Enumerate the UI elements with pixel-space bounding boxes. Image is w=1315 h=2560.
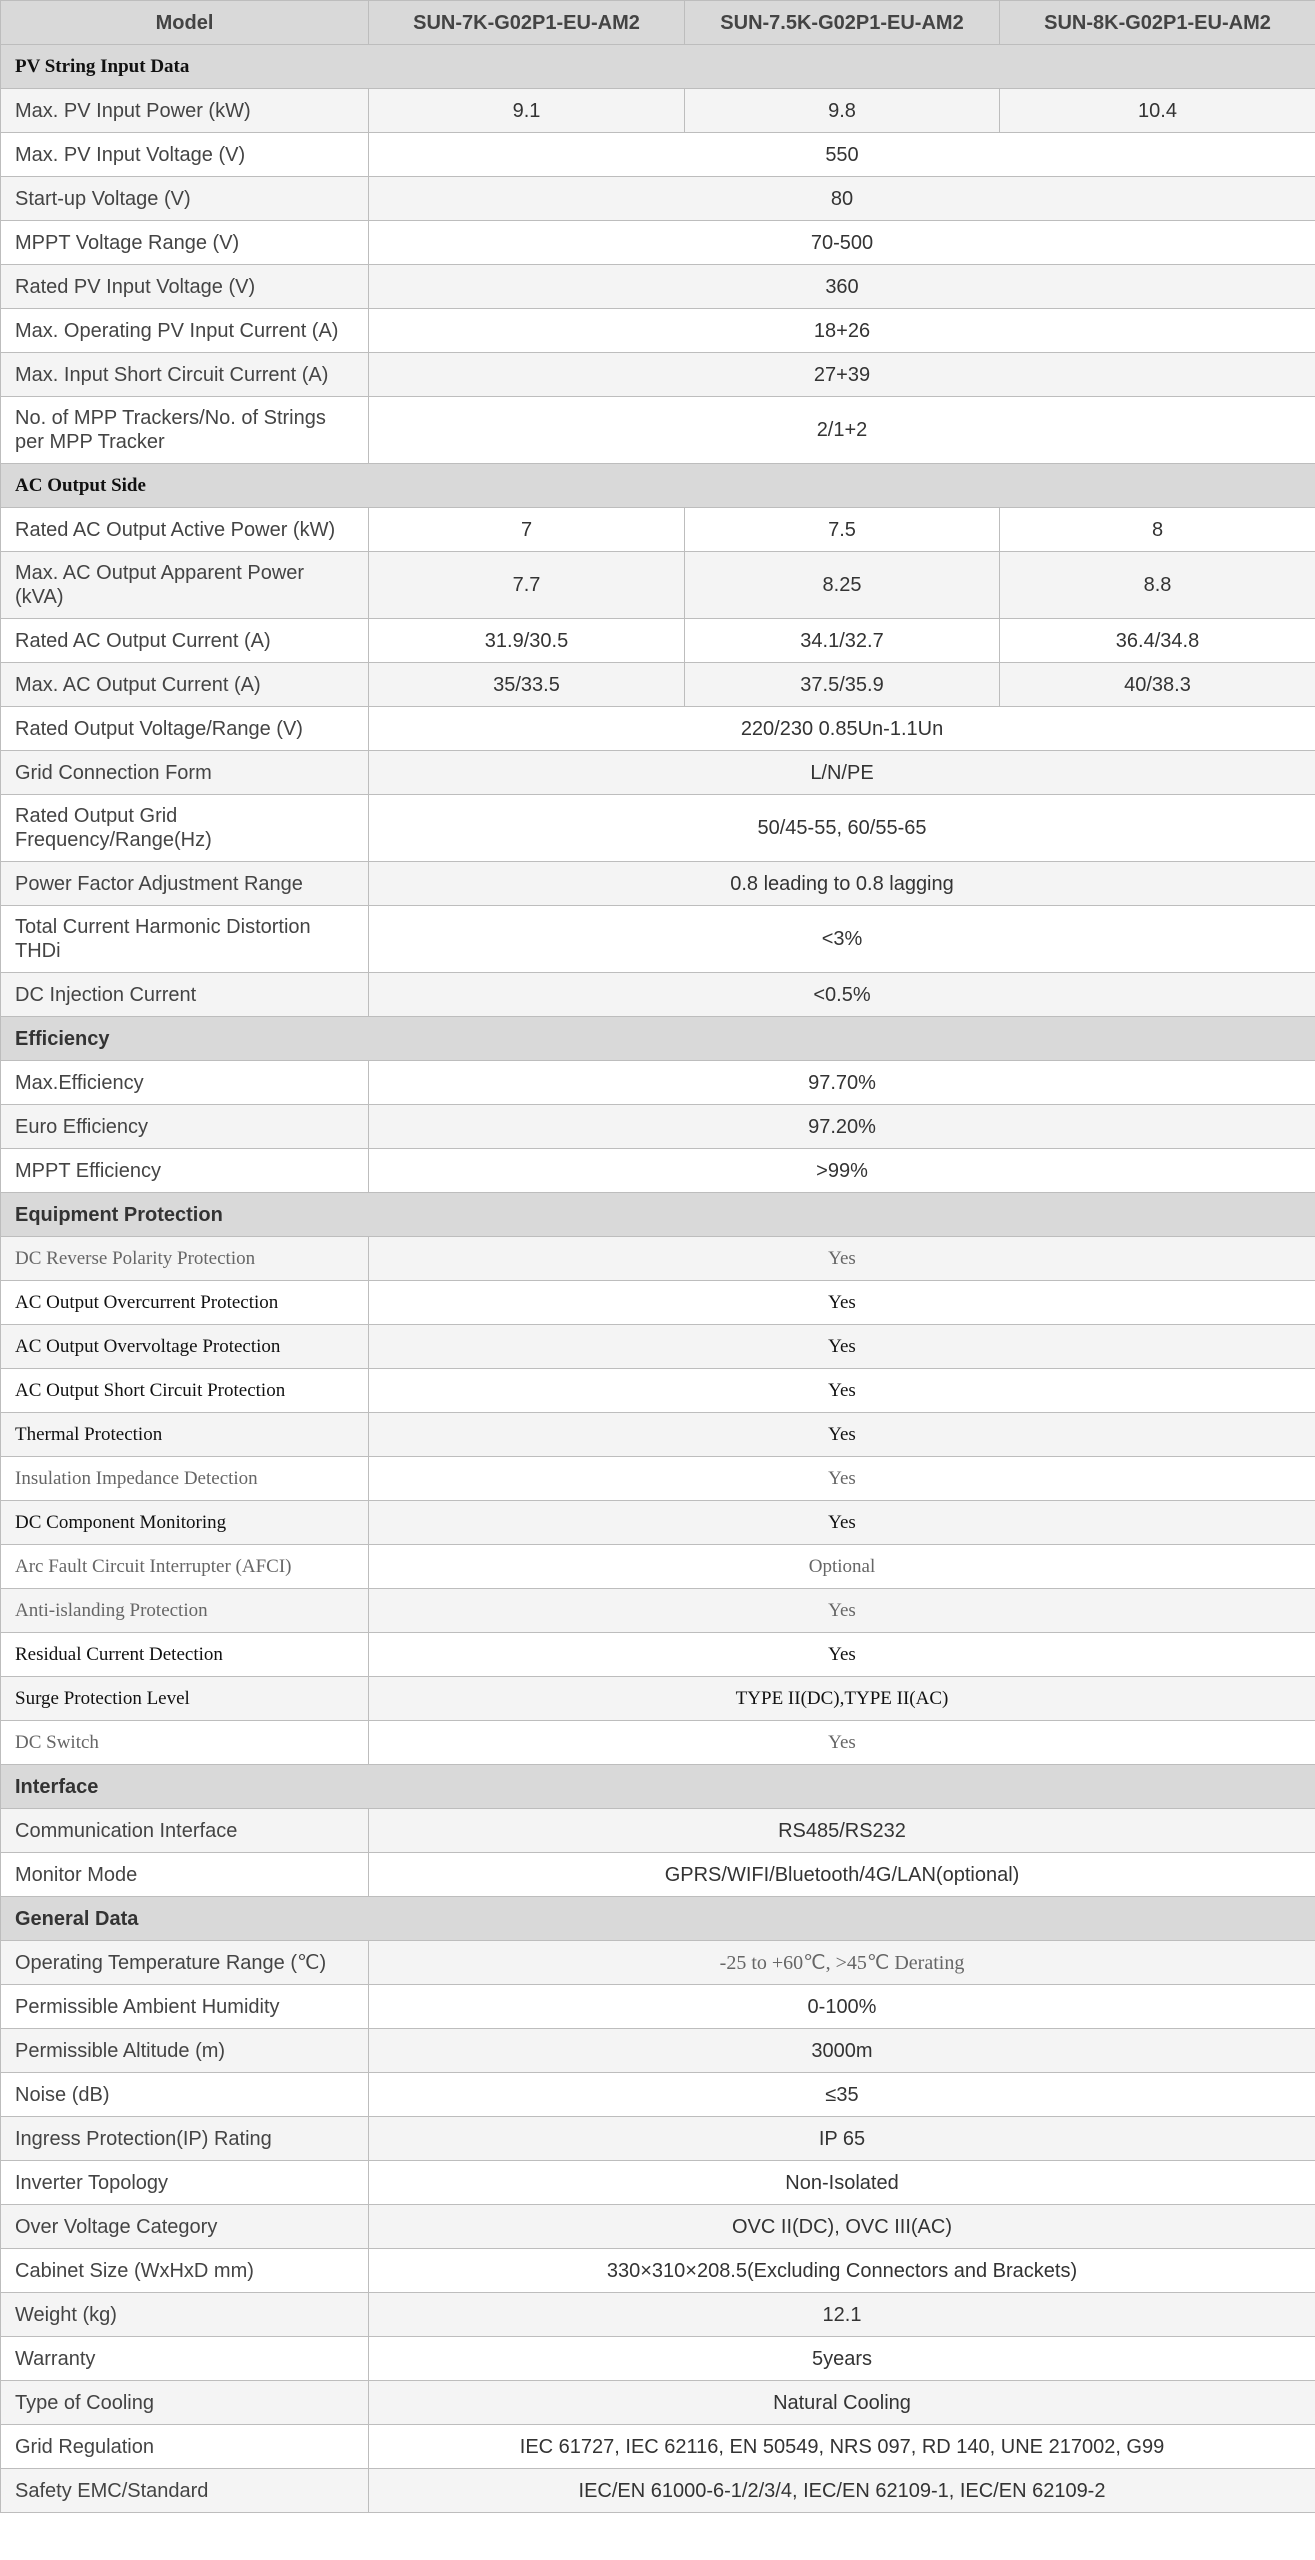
section-title: PV String Input Data xyxy=(1,45,1315,89)
spec-row xyxy=(1,2161,1315,2205)
spec-label: Communication Interface xyxy=(1,1809,369,1853)
spec-value: >99% xyxy=(369,1149,1315,1193)
spec-label: Max.Efficiency xyxy=(1,1061,369,1105)
section-header xyxy=(1,1765,1315,1809)
spec-value: Yes xyxy=(369,1457,1315,1501)
model-header: Model xyxy=(1,1,369,45)
spec-value: -25 to +60℃, >45℃ Derating xyxy=(369,1941,1315,1985)
spec-row xyxy=(1,906,1315,973)
spec-row xyxy=(1,751,1315,795)
spec-row xyxy=(1,133,1315,177)
spec-label: Arc Fault Circuit Interrupter (AFCI) xyxy=(1,1545,369,1589)
spec-row xyxy=(1,2425,1315,2469)
spec-value: Yes xyxy=(369,1281,1315,1325)
spec-label: Operating Temperature Range (℃) xyxy=(1,1941,369,1985)
spec-label: Grid Connection Form xyxy=(1,751,369,795)
spec-value: IEC/EN 61000-6-1/2/3/4, IEC/EN 62109-1, IEC/EN 62109-2 xyxy=(369,2469,1315,2513)
spec-value: 0.8 leading to 0.8 lagging xyxy=(369,862,1315,906)
spec-label: Safety EMC/Standard xyxy=(1,2469,369,2513)
header-row xyxy=(1,1,1315,45)
spec-value: Non-Isolated xyxy=(369,2161,1315,2205)
spec-value: Yes xyxy=(369,1325,1315,1369)
spec-row xyxy=(1,1325,1315,1369)
spec-label: DC Reverse Polarity Protection xyxy=(1,1237,369,1281)
spec-value: L/N/PE xyxy=(369,751,1315,795)
spec-row xyxy=(1,1853,1315,1897)
spec-row xyxy=(1,2117,1315,2161)
spec-row xyxy=(1,508,1315,552)
spec-row xyxy=(1,973,1315,1017)
spec-value: 50/45-55, 60/55-65 xyxy=(369,795,1315,862)
spec-label: Rated Output Grid Frequency/Range(Hz) xyxy=(1,795,369,862)
spec-value: OVC II(DC), OVC III(AC) xyxy=(369,2205,1315,2249)
spec-label: Inverter Topology xyxy=(1,2161,369,2205)
spec-value: 5years xyxy=(369,2337,1315,2381)
spec-value: 37.5/35.9 xyxy=(685,663,1000,707)
spec-label: Power Factor Adjustment Range xyxy=(1,862,369,906)
spec-row xyxy=(1,619,1315,663)
spec-value: Yes xyxy=(369,1369,1315,1413)
spec-label: Residual Current Detection xyxy=(1,1633,369,1677)
spec-label: Max. Operating PV Input Current (A) xyxy=(1,309,369,353)
spec-label: Max. PV Input Power (kW) xyxy=(1,89,369,133)
spec-value: GPRS/WIFI/Bluetooth/4G/LAN(optional) xyxy=(369,1853,1315,1897)
section-title: Equipment Protection xyxy=(1,1193,1315,1237)
spec-value: IEC 61727, IEC 62116, EN 50549, NRS 097, RD 140, UNE 217002, G99 xyxy=(369,2425,1315,2469)
section-header xyxy=(1,1017,1315,1061)
spec-row xyxy=(1,1809,1315,1853)
spec-label: Anti-islanding Protection xyxy=(1,1589,369,1633)
spec-label: Rated Output Voltage/Range (V) xyxy=(1,707,369,751)
spec-row xyxy=(1,2337,1315,2381)
spec-row xyxy=(1,1985,1315,2029)
spec-value: TYPE II(DC),TYPE II(AC) xyxy=(369,1677,1315,1721)
spec-label: Cabinet Size (WxHxD mm) xyxy=(1,2249,369,2293)
spec-label: DC Injection Current xyxy=(1,973,369,1017)
spec-value: 9.1 xyxy=(369,89,685,133)
spec-row xyxy=(1,353,1315,397)
spec-label: Total Current Harmonic Distortion THDi xyxy=(1,906,369,973)
spec-value: Natural Cooling xyxy=(369,2381,1315,2425)
spec-label: No. of MPP Trackers/No. of Strings per MPP Tracker xyxy=(1,397,369,464)
spec-row xyxy=(1,2249,1315,2293)
spec-row xyxy=(1,1237,1315,1281)
spec-row xyxy=(1,1721,1315,1765)
spec-value: 36.4/34.8 xyxy=(1000,619,1315,663)
spec-label: Monitor Mode xyxy=(1,1853,369,1897)
spec-row xyxy=(1,862,1315,906)
spec-label: Insulation Impedance Detection xyxy=(1,1457,369,1501)
spec-label: Over Voltage Category xyxy=(1,2205,369,2249)
spec-value: <3% xyxy=(369,906,1315,973)
spec-value: ≤35 xyxy=(369,2073,1315,2117)
spec-row xyxy=(1,1457,1315,1501)
spec-label: Euro Efficiency xyxy=(1,1105,369,1149)
spec-row xyxy=(1,1633,1315,1677)
spec-row xyxy=(1,552,1315,619)
spec-row xyxy=(1,663,1315,707)
spec-value: 7 xyxy=(369,508,685,552)
spec-label: AC Output Short Circuit Protection xyxy=(1,1369,369,1413)
spec-row xyxy=(1,221,1315,265)
spec-label: Start-up Voltage (V) xyxy=(1,177,369,221)
spec-label: Rated AC Output Active Power (kW) xyxy=(1,508,369,552)
spec-label: Ingress Protection(IP) Rating xyxy=(1,2117,369,2161)
spec-row xyxy=(1,1589,1315,1633)
spec-row xyxy=(1,2381,1315,2425)
spec-value: Yes xyxy=(369,1501,1315,1545)
spec-label: Rated PV Input Voltage (V) xyxy=(1,265,369,309)
model-name: SUN-7K-G02P1-EU-AM2 xyxy=(369,1,685,45)
spec-row xyxy=(1,1413,1315,1457)
spec-value: 220/230 0.85Un-1.1Un xyxy=(369,707,1315,751)
spec-value: 10.4 xyxy=(1000,89,1315,133)
model-name: SUN-8K-G02P1-EU-AM2 xyxy=(1000,1,1315,45)
spec-row xyxy=(1,2205,1315,2249)
spec-value: 97.70% xyxy=(369,1061,1315,1105)
spec-row xyxy=(1,397,1315,464)
spec-value: 70-500 xyxy=(369,221,1315,265)
spec-row xyxy=(1,1061,1315,1105)
section-header xyxy=(1,1193,1315,1237)
spec-value: 0-100% xyxy=(369,1985,1315,2029)
spec-label: Thermal Protection xyxy=(1,1413,369,1457)
spec-label: Noise (dB) xyxy=(1,2073,369,2117)
spec-label: Weight (kg) xyxy=(1,2293,369,2337)
spec-value: RS485/RS232 xyxy=(369,1809,1315,1853)
spec-value: 40/38.3 xyxy=(1000,663,1315,707)
spec-value: Yes xyxy=(369,1589,1315,1633)
spec-row xyxy=(1,1105,1315,1149)
section-header xyxy=(1,1897,1315,1941)
spec-row xyxy=(1,89,1315,133)
spec-row xyxy=(1,795,1315,862)
spec-row xyxy=(1,707,1315,751)
spec-label: Surge Protection Level xyxy=(1,1677,369,1721)
spec-value: 330×310×208.5(Excluding Connectors and Brackets) xyxy=(369,2249,1315,2293)
spec-row xyxy=(1,1677,1315,1721)
spec-row xyxy=(1,2293,1315,2337)
spec-value: 12.1 xyxy=(369,2293,1315,2337)
spec-label: Max. PV Input Voltage (V) xyxy=(1,133,369,177)
spec-label: AC Output Overcurrent Protection xyxy=(1,1281,369,1325)
spec-value: 34.1/32.7 xyxy=(685,619,1000,663)
spec-label: Warranty xyxy=(1,2337,369,2381)
spec-value: Optional xyxy=(369,1545,1315,1589)
spec-label: MPPT Voltage Range (V) xyxy=(1,221,369,265)
spec-value: Yes xyxy=(369,1721,1315,1765)
spec-label: Max. Input Short Circuit Current (A) xyxy=(1,353,369,397)
spec-value: 3000m xyxy=(369,2029,1315,2073)
section-title: Efficiency xyxy=(1,1017,1315,1061)
spec-value: 8 xyxy=(1000,508,1315,552)
section-title: Interface xyxy=(1,1765,1315,1809)
spec-value: Yes xyxy=(369,1633,1315,1677)
spec-row xyxy=(1,2073,1315,2117)
spec-row xyxy=(1,1281,1315,1325)
spec-row xyxy=(1,309,1315,353)
spec-label: Max. AC Output Apparent Power (kVA) xyxy=(1,552,369,619)
spec-label: Max. AC Output Current (A) xyxy=(1,663,369,707)
spec-value: 360 xyxy=(369,265,1315,309)
spec-value: Yes xyxy=(369,1237,1315,1281)
spec-label: Rated AC Output Current (A) xyxy=(1,619,369,663)
spec-label: MPPT Efficiency xyxy=(1,1149,369,1193)
spec-label: DC Component Monitoring xyxy=(1,1501,369,1545)
section-title: General Data xyxy=(1,1897,1315,1941)
spec-value: 31.9/30.5 xyxy=(369,619,685,663)
spec-value: Yes xyxy=(369,1413,1315,1457)
spec-value: 7.7 xyxy=(369,552,685,619)
spec-row xyxy=(1,2469,1315,2513)
section-header xyxy=(1,45,1315,89)
spec-label: Grid Regulation xyxy=(1,2425,369,2469)
spec-label: Type of Cooling xyxy=(1,2381,369,2425)
spec-row xyxy=(1,2029,1315,2073)
spec-value: 80 xyxy=(369,177,1315,221)
spec-row xyxy=(1,1941,1315,1985)
spec-value: 27+39 xyxy=(369,353,1315,397)
spec-row xyxy=(1,177,1315,221)
spec-value: 97.20% xyxy=(369,1105,1315,1149)
spec-value: 2/1+2 xyxy=(369,397,1315,464)
spec-value: 8.25 xyxy=(685,552,1000,619)
spec-value: 8.8 xyxy=(1000,552,1315,619)
spec-row xyxy=(1,265,1315,309)
spec-value: 7.5 xyxy=(685,508,1000,552)
spec-row xyxy=(1,1369,1315,1413)
spec-label: AC Output Overvoltage Protection xyxy=(1,1325,369,1369)
spec-value: 550 xyxy=(369,133,1315,177)
spec-value: IP 65 xyxy=(369,2117,1315,2161)
spec-row xyxy=(1,1545,1315,1589)
section-header xyxy=(1,464,1315,508)
spec-value: 9.8 xyxy=(685,89,1000,133)
spec-label: DC Switch xyxy=(1,1721,369,1765)
spec-row xyxy=(1,1149,1315,1193)
spec-label: Permissible Ambient Humidity xyxy=(1,1985,369,2029)
spec-row xyxy=(1,1501,1315,1545)
section-title: AC Output Side xyxy=(1,464,1315,508)
model-name: SUN-7.5K-G02P1-EU-AM2 xyxy=(685,1,1000,45)
spec-value: 35/33.5 xyxy=(369,663,685,707)
spec-value: <0.5% xyxy=(369,973,1315,1017)
spec-value: 18+26 xyxy=(369,309,1315,353)
spec-label: Permissible Altitude (m) xyxy=(1,2029,369,2073)
